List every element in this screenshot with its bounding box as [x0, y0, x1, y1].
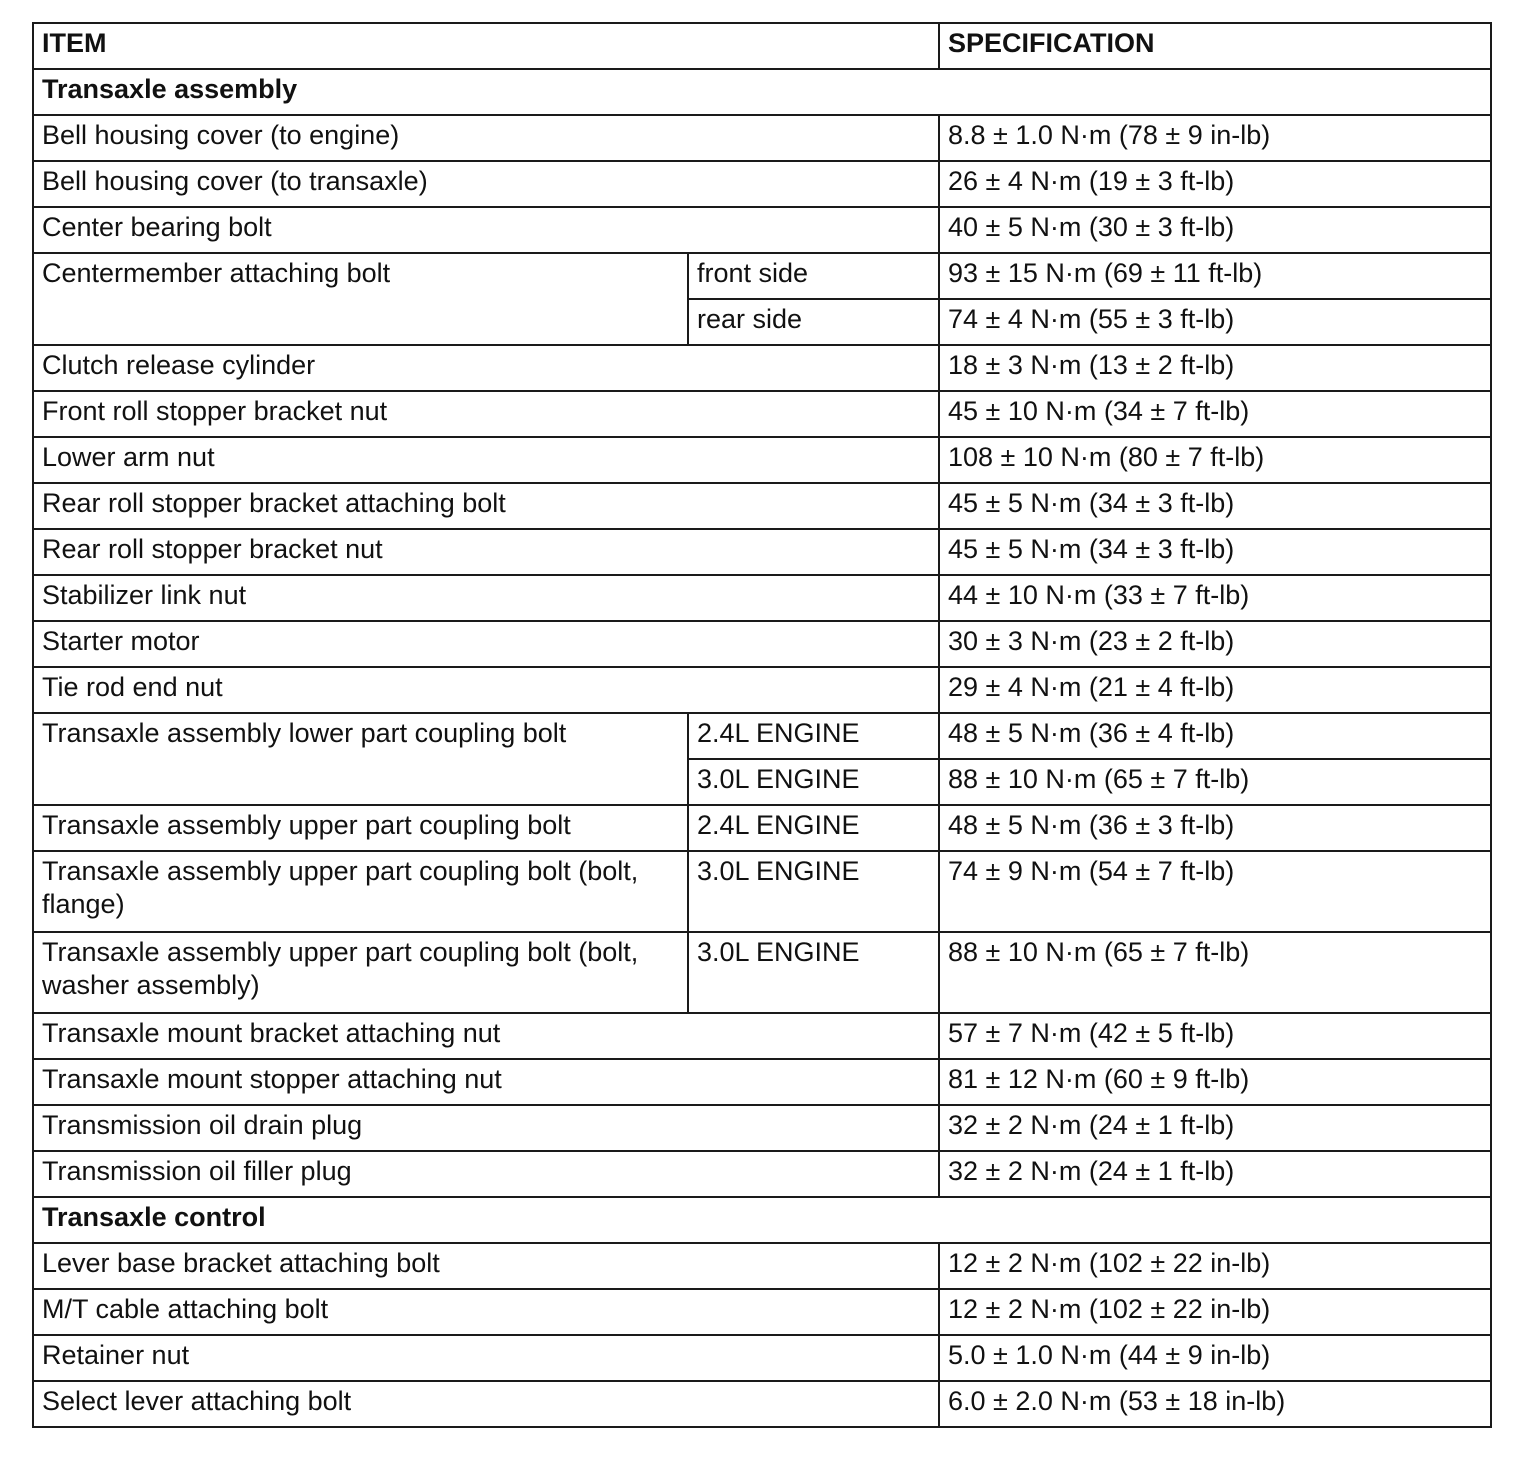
table-row: [33, 667, 1491, 713]
table-row: [33, 805, 1491, 851]
table-row: [33, 1243, 1491, 1289]
table-row: [33, 483, 1491, 529]
header-specification: SPECIFICATION: [939, 23, 1491, 69]
item-cell: Center bearing bolt: [33, 207, 939, 253]
item-cell: Select lever attaching bolt: [33, 1381, 939, 1427]
spec-cell: 29 ± 4 N·m (21 ± 4 ft-lb): [939, 667, 1491, 713]
header-row: [33, 23, 1491, 69]
spec-cell: 45 ± 5 N·m (34 ± 3 ft-lb): [939, 483, 1491, 529]
table-row: [33, 1381, 1491, 1427]
spec-cell: 108 ± 10 N·m (80 ± 7 ft-lb): [939, 437, 1491, 483]
item-cell: Lever base bracket attaching bolt: [33, 1243, 939, 1289]
spec-cell: 26 ± 4 N·m (19 ± 3 ft-lb): [939, 161, 1491, 207]
condition-cell: 3.0L ENGINE: [688, 759, 939, 805]
section-title: Transaxle assembly: [33, 69, 1491, 115]
spec-cell: 81 ± 12 N·m (60 ± 9 ft-lb): [939, 1059, 1491, 1105]
spec-cell: 45 ± 10 N·m (34 ± 7 ft-lb): [939, 391, 1491, 437]
table-row: [33, 575, 1491, 621]
spec-cell: 18 ± 3 N·m (13 ± 2 ft-lb): [939, 345, 1491, 391]
table-row: [33, 391, 1491, 437]
item-cell: Bell housing cover (to transaxle): [33, 161, 939, 207]
spec-cell: 40 ± 5 N·m (30 ± 3 ft-lb): [939, 207, 1491, 253]
item-cell: Transmission oil filler plug: [33, 1151, 939, 1197]
item-cell: Transmission oil drain plug: [33, 1105, 939, 1151]
item-cell: Rear roll stopper bracket nut: [33, 529, 939, 575]
table-row: [33, 345, 1491, 391]
table-row: [33, 1289, 1491, 1335]
section-row: [33, 1197, 1491, 1243]
condition-cell: 3.0L ENGINE: [688, 851, 939, 932]
condition-cell: front side: [688, 253, 939, 299]
spec-cell: 32 ± 2 N·m (24 ± 1 ft-lb): [939, 1105, 1491, 1151]
spec-cell: 6.0 ± 2.0 N·m (53 ± 18 in-lb): [939, 1381, 1491, 1427]
spec-cell: 93 ± 15 N·m (69 ± 11 ft-lb): [939, 253, 1491, 299]
spec-cell: 45 ± 5 N·m (34 ± 3 ft-lb): [939, 529, 1491, 575]
item-cell: Front roll stopper bracket nut: [33, 391, 939, 437]
item-cell: Transaxle assembly upper part coupling bolt (bolt, washer assembly): [33, 932, 688, 1013]
spec-cell: 48 ± 5 N·m (36 ± 3 ft-lb): [939, 805, 1491, 851]
table-row: [33, 529, 1491, 575]
item-cell: Centermember attaching bolt: [33, 253, 688, 345]
table-row: [33, 1151, 1491, 1197]
spec-cell: 74 ± 9 N·m (54 ± 7 ft-lb): [939, 851, 1491, 932]
item-cell: Lower arm nut: [33, 437, 939, 483]
item-cell: Clutch release cylinder: [33, 345, 939, 391]
spec-cell: 32 ± 2 N·m (24 ± 1 ft-lb): [939, 1151, 1491, 1197]
table-row: [33, 161, 1491, 207]
table-row: [33, 115, 1491, 161]
condition-cell: 2.4L ENGINE: [688, 713, 939, 759]
header-item: ITEM: [33, 23, 939, 69]
spec-cell: 57 ± 7 N·m (42 ± 5 ft-lb): [939, 1013, 1491, 1059]
table-row: [33, 1059, 1491, 1105]
item-cell: Tie rod end nut: [33, 667, 939, 713]
item-cell: Stabilizer link nut: [33, 575, 939, 621]
table-body: [33, 23, 1491, 1427]
item-cell: Retainer nut: [33, 1335, 939, 1381]
condition-cell: rear side: [688, 299, 939, 345]
spec-cell: 48 ± 5 N·m (36 ± 4 ft-lb): [939, 713, 1491, 759]
table-row: [33, 1105, 1491, 1151]
item-cell: Transaxle assembly upper part coupling bolt (bolt, flange): [33, 851, 688, 932]
table-row: [33, 851, 1491, 932]
item-cell: Starter motor: [33, 621, 939, 667]
condition-cell: 2.4L ENGINE: [688, 805, 939, 851]
table-row: [33, 253, 1491, 299]
section-title: Transaxle control: [33, 1197, 1491, 1243]
torque-spec-table: [32, 22, 1492, 1428]
item-cell: Bell housing cover (to engine): [33, 115, 939, 161]
item-cell: Transaxle assembly upper part coupling bolt: [33, 805, 688, 851]
table-row: [33, 932, 1491, 1013]
spec-cell: 88 ± 10 N·m (65 ± 7 ft-lb): [939, 759, 1491, 805]
item-cell: M/T cable attaching bolt: [33, 1289, 939, 1335]
spec-cell: 74 ± 4 N·m (55 ± 3 ft-lb): [939, 299, 1491, 345]
condition-cell: 3.0L ENGINE: [688, 932, 939, 1013]
spec-cell: 30 ± 3 N·m (23 ± 2 ft-lb): [939, 621, 1491, 667]
item-cell: Transaxle mount bracket attaching nut: [33, 1013, 939, 1059]
table-row: [33, 1013, 1491, 1059]
section-row: [33, 69, 1491, 115]
spec-cell: 44 ± 10 N·m (33 ± 7 ft-lb): [939, 575, 1491, 621]
spec-cell: 8.8 ± 1.0 N·m (78 ± 9 in-lb): [939, 115, 1491, 161]
table-row: [33, 437, 1491, 483]
spec-cell: 5.0 ± 1.0 N·m (44 ± 9 in-lb): [939, 1335, 1491, 1381]
spec-cell: 12 ± 2 N·m (102 ± 22 in-lb): [939, 1243, 1491, 1289]
item-cell: Transaxle mount stopper attaching nut: [33, 1059, 939, 1105]
spec-cell: 12 ± 2 N·m (102 ± 22 in-lb): [939, 1289, 1491, 1335]
table-row: [33, 207, 1491, 253]
spec-cell: 88 ± 10 N·m (65 ± 7 ft-lb): [939, 932, 1491, 1013]
item-cell: Rear roll stopper bracket attaching bolt: [33, 483, 939, 529]
item-cell: Transaxle assembly lower part coupling bolt: [33, 713, 688, 805]
table-row: [33, 621, 1491, 667]
table-row: [33, 713, 1491, 759]
table-row: [33, 1335, 1491, 1381]
